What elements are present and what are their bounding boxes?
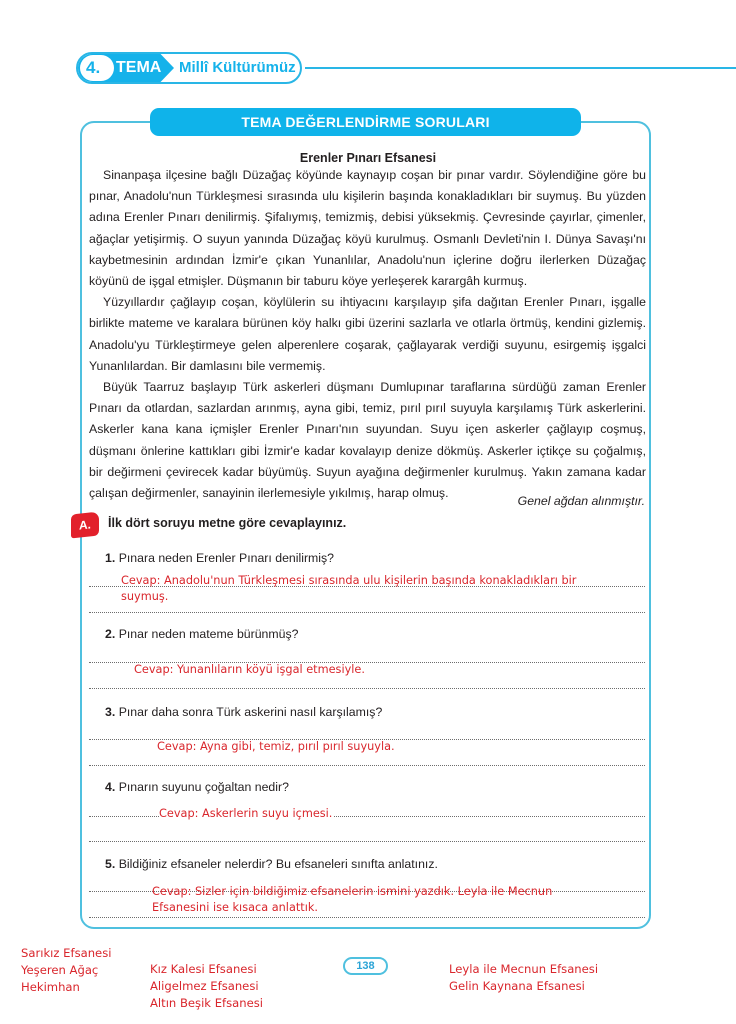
question-number: 4. — [105, 780, 116, 794]
story-paragraph: Sinanpaşa ilçesine bağlı Düzağaç köyünde kaynayıp coşan bir pınar vardır. Söylendiğine göre bu pınar, Anadolu'nun Türkleşmesi sırasında ulu kişilerin başında konakladıkları bir suymuş. Bu yüzden adına Erenler Pınarı denilirmiş. Şifalıymış, temizmiş, debisi yüksekmiş. Çevresinde çayırlar, çimenler, ağaçlar yetişirmiş. O suyun yanında Düzağaç köyü kurulmuş. Osmanlı Devleti'nin I. Dünya Savaşı'nı kaybetmesinin ardından İzmir'e çıkan Yunanlılar, Anadolu'nun içlerine doğru ilerlerken Düzağaç köyünü de işgal etmişler. Düşmanın bir taburu köye yerleşerek karargâh kurmuş. — [89, 168, 646, 289]
section-a-instruction: İlk dört soruyu metne göre cevaplayınız. — [108, 516, 347, 530]
story-paragraph: Büyük Taarruz başlayıp Türk askerleri düşmanı Dumlupınar taraflarına sürdüğü zaman Erenler Pınarı da otlardan, sazlardan arınmış, ayna gibi, temiz, pırıl pırıl suyuyla karşılamış Türk askerlerini. Askerler kana kana içmişler Erenler Pınarı'nın suyundan. Suyu içen askerler çağlayıp coşmuş, düşmanı önlerine kattıkları gibi İzmir'e kadar kovalayıp denize dökmüş. Askerler içtikçe su çoğalmış, bir değirmeni çevirecek kadar büyümüş. Suyun ayağına değirmenler kurulmuş. Yakın zamana kadar çalışan değirmenler, sanayinin ilerlemesiyle yıkılmış, harap olmuş. — [89, 380, 646, 501]
note-item: Aligelmez Efsanesi — [150, 979, 259, 993]
question-5 — [105, 857, 438, 871]
note-item: Sarıkız Efsanesi — [21, 946, 112, 960]
note-item: Kız Kalesi Efsanesi — [150, 962, 257, 976]
story-source: Genel ağdan alınmıştır. — [517, 494, 645, 508]
question-text: Bildiğiniz efsaneler nelerdir? Bu efsaneleri sınıfta anlatınız. — [118, 857, 438, 871]
question-3 — [105, 705, 382, 719]
notes-column-2 — [150, 961, 263, 1012]
answer-4: Cevap: Askerlerin suyu içmesi. — [159, 807, 333, 820]
page-number: 138 — [343, 957, 388, 975]
answer-line — [89, 917, 645, 918]
question-text: Pınar daha sonra Türk askerini nasıl karşılamış? — [118, 705, 383, 719]
answer-3: Cevap: Ayna gibi, temiz, pırıl pırıl suyuyla. — [157, 740, 395, 753]
answer-2: Cevap: Yunanlıların köyü işgal etmesiyle. — [134, 663, 365, 676]
header-divider — [305, 67, 736, 69]
story-title: Erenler Pınarı Efsanesi — [299, 151, 437, 165]
note-item: Yeşeren Ağaç — [21, 963, 99, 977]
question-number: 3. — [105, 705, 116, 719]
question-text: Pınara neden Erenler Pınarı denilirmiş? — [118, 551, 334, 565]
question-text: Pınarın suyunu çoğaltan nedir? — [118, 780, 289, 794]
note-item: Leyla ile Mecnun Efsanesi — [449, 962, 599, 976]
theme-number: 4. — [86, 58, 101, 77]
notes-column-1 — [21, 945, 111, 996]
note-item: Altın Beşik Efsanesi — [150, 996, 263, 1010]
note-item: Hekimhan — [21, 980, 80, 994]
notes-column-3 — [449, 961, 598, 995]
question-number: 1. — [105, 551, 116, 565]
story-paragraph: Yüzyıllardır çağlayıp coşan, köylülerin su ihtiyacını karşılayıp şifa dağıtan Erenler Pınarı, işgalle birlikte mateme ve karalara bürünen köy halkı gibi üzerini sazlarla ve otlarla örtmüş, kendini gizlemiş. Anadolu'yu Türkleştirmeye gelen alperenlere coşarak, çağlayarak verdiği suyunu, esirgemiş işgalci Yunanlılardan. Bir damlasını bile vermemiş. — [89, 295, 646, 373]
answer-line — [89, 612, 645, 613]
question-number: 5. — [105, 857, 116, 871]
question-1 — [105, 551, 334, 565]
answer-line — [89, 765, 645, 766]
theme-title: Millî Kültürümüz — [179, 59, 296, 76]
question-number: 2. — [105, 627, 116, 641]
answer-5: Cevap: Sizler için bildiğimiz efsanelerin ismini yazdık. Leyla ile Mecnun Efsanesini ise kısaca anlattık. — [152, 885, 553, 914]
theme-word: TEMA — [116, 59, 162, 76]
question-2 — [105, 627, 298, 641]
question-text: Pınar neden mateme bürünmüş? — [118, 627, 299, 641]
answer-1: Cevap: Anadolu'nun Türkleşmesi sırasında ulu kişilerin başında konakladıkları bir suymuş. — [121, 574, 577, 603]
story-text — [89, 165, 646, 504]
note-item: Gelin Kaynana Efsanesi — [449, 979, 585, 993]
section-a-badge: A. — [71, 512, 99, 539]
question-4 — [105, 780, 289, 794]
section-banner: TEMA DEĞERLENDİRME SORULARI — [150, 108, 581, 136]
answer-line — [89, 841, 645, 842]
answer-line — [89, 688, 645, 689]
theme-header — [76, 52, 306, 86]
